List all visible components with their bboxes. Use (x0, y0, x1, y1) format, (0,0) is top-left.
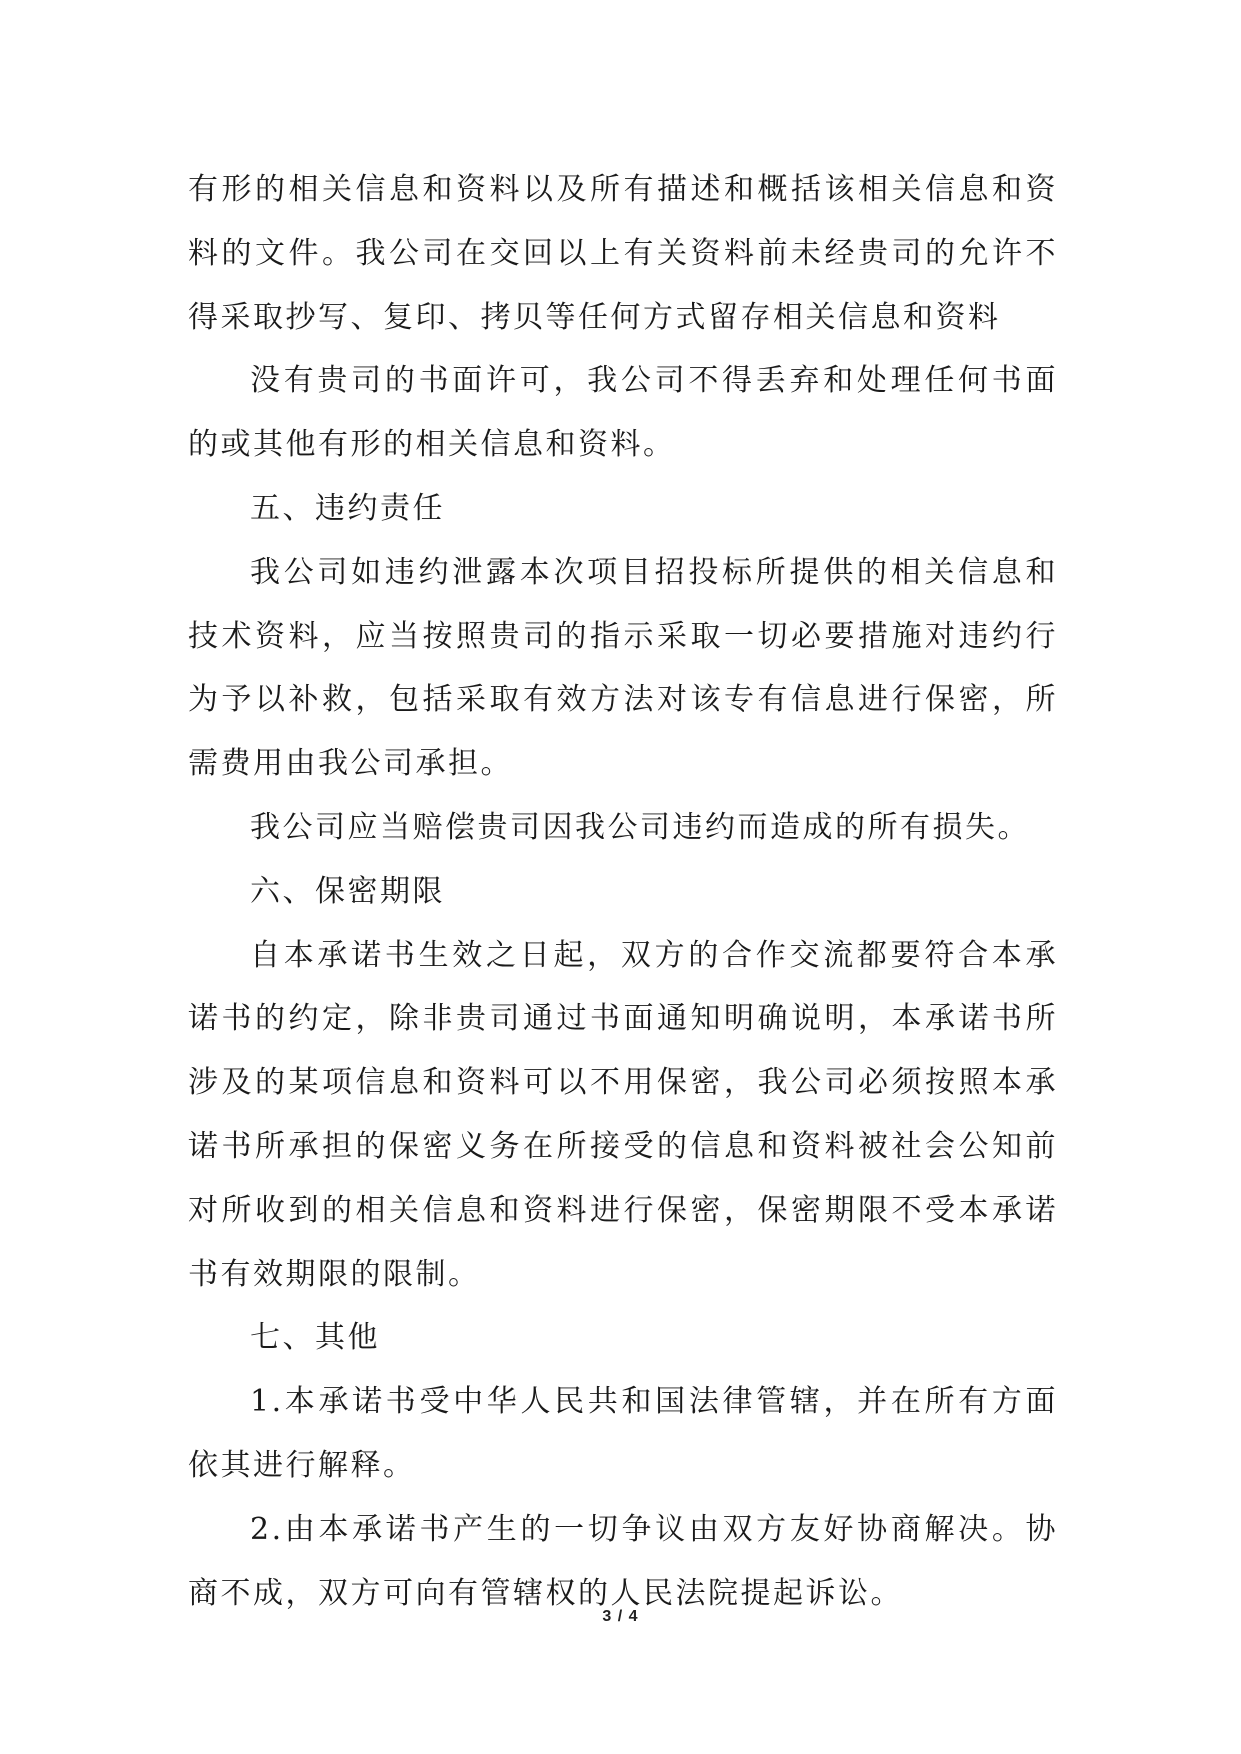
paragraph-breach-remedy: 我公司如违约泄露本次项目招投标所提供的相关信息和技术资料，应当按照贵司的指示采取一切必要措施对违约行为予以补救，包括采取有效方法对该专有信息进行保密，所需费用由我公司承担。 (188, 554, 1058, 782)
page-number: 3 / 4 (602, 1608, 639, 1625)
paragraph-continued-materials: 有形的相关信息和资料以及所有描述和概括该相关信息和资料的文件。我公司在交回以上有关资料前未经贵司的允许不得采取抄写、复印、拷贝等任何方式留存相关信息和资料 (188, 172, 1058, 335)
paragraph-governing-law: 1.本承诺书受中华人民共和国法律管辖，并在所有方面依其进行解释。 (188, 1384, 1058, 1483)
paragraph-confidentiality-term: 自本承诺书生效之日起，双方的合作交流都要符合本承诺书的约定，除非贵司通过书面通知明确说明，本承诺书所涉及的某项信息和资料可以不用保密，我公司必须按照本承诺书所承担的保密义务在所接受的信息和资料被社会公知前对所收到的相关信息和资料进行保密，保密期限不受本承诺书有效期限的限制。 (188, 937, 1058, 1292)
paragraph-compensation: 我公司应当赔偿贵司因我公司违约而造成的所有损失。 (250, 809, 1030, 845)
section-heading-other: 七、其他 (250, 1320, 380, 1356)
paragraph-dispute-resolution: 2.由本承诺书产生的一切争议由双方友好协商解决。协商不成，双方可向有管辖权的人民法院提起诉讼。 (188, 1511, 1058, 1611)
paragraph-no-discard: 没有贵司的书面许可，我公司不得丢弃和处理任何书面的或其他有形的相关信息和资料。 (188, 363, 1058, 463)
section-heading-term: 六、保密期限 (250, 873, 445, 909)
document-body (188, 158, 1058, 1625)
section-heading-liability: 五、违约责任 (250, 490, 445, 526)
